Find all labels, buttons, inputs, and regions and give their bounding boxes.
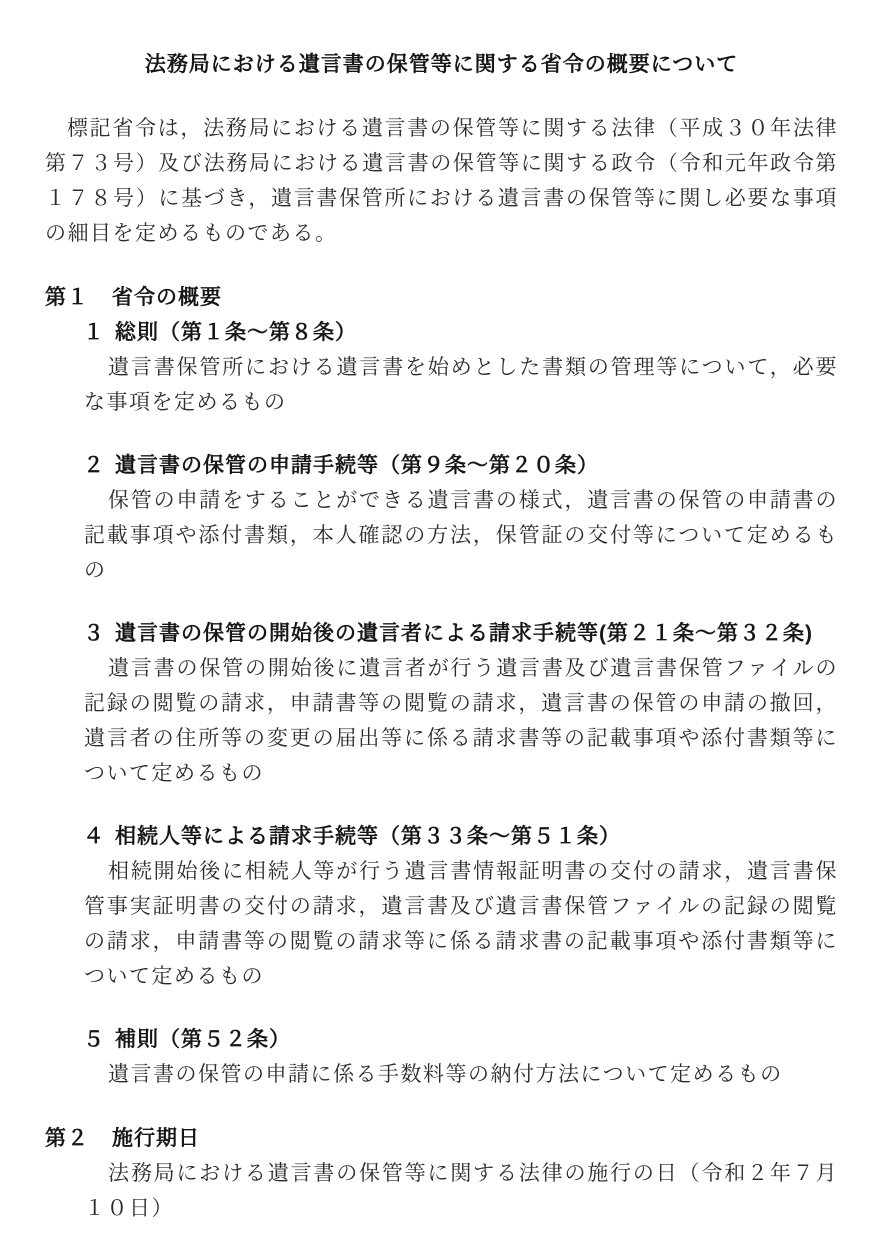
intro-paragraph: 標記省令は，法務局における遺言書の保管等に関する法律（平成３０年法律第７３号）及び法務局における遺言書の保管等に関する政令（令和元年政令第１７８号）に基づき，遺言書保管所における遺言書の保管等に関し必要な事項の細目を定めるものである。 bbox=[45, 116, 838, 245]
section-1 bbox=[45, 280, 838, 1092]
page-title: 法務局における遺言書の保管等に関する省令の概要について bbox=[144, 53, 739, 76]
section-2-heading bbox=[45, 1121, 838, 1156]
item-2 bbox=[45, 448, 838, 588]
item-3-title: 遺言書の保管の開始後の遺言者による請求手続等(第２１条～第３２条) bbox=[115, 622, 813, 645]
section-2-body: 法務局における遺言書の保管等に関する法律の施行の日（令和２年７月１０日） bbox=[84, 1161, 838, 1220]
item-3-heading bbox=[45, 616, 838, 651]
item-2-body: 保管の申請をすることができる遺言書の様式，遺言書の保管の申請書の記載事項や添付書類，本人確認の方法，保管証の交付等について定めるもの bbox=[84, 488, 838, 582]
item-3 bbox=[45, 616, 838, 791]
item-4-heading bbox=[45, 819, 838, 854]
section-1-heading bbox=[45, 280, 838, 315]
section-2-title: 施行期日 bbox=[112, 1127, 200, 1150]
item-5-body: 遺言書の保管の申請に係る手数料等の納付方法について定めるもの bbox=[108, 1062, 783, 1086]
item-4-number: ４ bbox=[83, 825, 105, 848]
item-1-body: 遺言書保管所における遺言書を始めとした書類の管理等について，必要な事項を定めるもの bbox=[84, 355, 838, 414]
section-1-label: 第１ bbox=[45, 286, 89, 309]
item-3-number: ３ bbox=[83, 622, 105, 645]
section-2 bbox=[45, 1121, 838, 1226]
item-1 bbox=[45, 315, 838, 420]
item-5-title: 補則（第５２条） bbox=[115, 1028, 291, 1051]
item-3-body: 遺言書の保管の開始後に遺言者が行う遺言書及び遺言書保管ファイルの記録の閲覧の請求，申請書等の閲覧の請求，遺言書の保管の申請の撤回，遺言者の住所等の変更の届出等に係る請求書等の記載事項や添付書類等について定めるもの bbox=[84, 656, 838, 785]
item-5-heading bbox=[45, 1022, 838, 1057]
item-2-number: ２ bbox=[83, 454, 105, 477]
item-2-title: 遺言書の保管の申請手続等（第９条～第２０条） bbox=[115, 454, 599, 477]
section-2-label: 第２ bbox=[45, 1127, 89, 1150]
item-5-number: ５ bbox=[83, 1028, 105, 1051]
item-5 bbox=[45, 1022, 838, 1092]
item-4-title: 相続人等による請求手続等（第３３条～第５１条） bbox=[115, 825, 621, 848]
item-4-body: 相続開始後に相続人等が行う遺言書情報証明書の交付の請求，遺言書保管事実証明書の交付の請求，遺言書及び遺言書保管ファイルの記録の閲覧の請求，申請書等の閲覧の請求等に係る請求書の記載事項や添付書類等について定めるもの bbox=[84, 859, 838, 988]
section-1-title: 省令の概要 bbox=[112, 286, 222, 309]
item-1-number: １ bbox=[83, 321, 105, 344]
item-2-heading bbox=[45, 448, 838, 483]
item-1-heading bbox=[45, 315, 838, 350]
item-1-title: 総則（第１条～第８条） bbox=[115, 321, 357, 344]
item-4 bbox=[45, 819, 838, 994]
